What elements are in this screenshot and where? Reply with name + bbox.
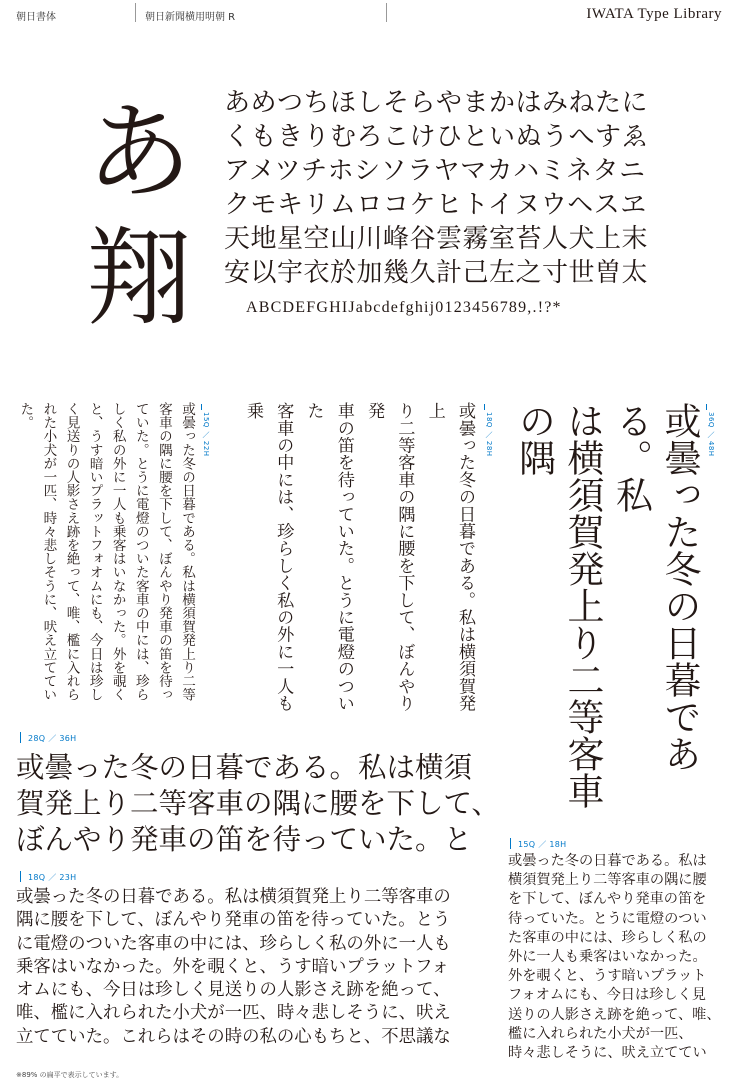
sample-row-hiragana-2: くもきりむろこけひといぬうへすゑ — [224, 122, 649, 152]
sample-row-latin: ABCDEFGHIJabcdefghij0123456789,.!?* — [246, 299, 562, 316]
size-label-28q: 28Q ／ 36H — [28, 734, 77, 743]
size-label-36q: 36Q ／ 48H — [707, 412, 715, 457]
footnote: ※89% の扁平で表示しています。 — [16, 1071, 124, 1079]
typeface-full-name: 朝日新聞横用明朝 R — [145, 12, 236, 23]
size-label-18q-horizontal: 18Q ／ 23H — [28, 873, 77, 882]
brand-label: IWATA Type Library — [586, 6, 722, 22]
header-divider — [135, 3, 136, 22]
size-label-marker — [510, 838, 511, 849]
size-label-marker — [484, 404, 485, 410]
horizontal-sample-15q: 或曇った冬の日暮である。私は 横須賀発上り二等客車の隅に腰 を下して、ぼんやり発車の笛を 待っていた。とうに電燈のつい た客車の中には、珍らしく私の 外に一人も乗客はいなかった。 外を覗くと、うす暗いプラット フォオムにも、今日は珍しく見 送りの人影さえ跡を絶って、唯、 檻に入れられた小犬が一匹、 時々悲しそうに、吠え立ててい — [508, 853, 721, 1062]
sample-row-kanji-2: 安以宇衣於加幾久計己左之寸世曽太 — [224, 258, 649, 288]
size-label-marker — [201, 404, 202, 410]
size-label-15q-horizontal: 15Q ／ 18H — [518, 840, 567, 849]
showcase-glyph-kanji: 翔 — [86, 217, 192, 340]
size-label-marker — [20, 871, 21, 882]
typeface-short-name: 朝日書体 — [16, 12, 56, 23]
horizontal-sample-28q: 或曇った冬の日暮である。私は横須 賀発上り二等客車の隅に腰を下して、 ぼんやり発車の笛を待っていた。と — [16, 751, 500, 856]
size-label-18q: 18Q ／ 28H — [485, 412, 493, 457]
sample-row-hiragana-1: あめつちほしそらやまかはみねたに — [224, 88, 649, 118]
sample-row-katakana-2: クモキリムロコケヒトイヌウヘスヱ — [224, 190, 647, 220]
sample-row-kanji-1: 天地星空山川峰谷雲霧室苔人犬上末 — [224, 224, 649, 254]
sample-row-katakana-1: アメツチホシソラヤマカハミネタニ — [224, 156, 646, 186]
size-label-15q: 15Q ／ 22H — [202, 412, 210, 457]
size-label-marker — [706, 404, 707, 410]
header-divider — [386, 3, 387, 22]
vertical-sample-36q: 或曇った冬の日暮である。私 は横須賀発上り二等客車の隅 — [512, 402, 701, 809]
size-label-marker — [20, 732, 21, 743]
vertical-sample-15q: 或曇った冬の日暮である。私は横須賀発上り二等 客車の隅に腰を下して、ぼんやり発車の笛を待っ ていた。とうに電燈のついた客車の中には、珍ら しく私の外に一人も乗客はいなかった。外を覗く と、うす暗いプラットフォオムにも、今日は珍し く見送りの人影さえ跡を絶って、唯、檻に入れら れた小犬が一匹、時々悲しそうに、吠え立てていた。 — [17, 402, 195, 702]
horizontal-sample-18q: 或曇った冬の日暮である。私は横須賀発上り二等客車の 隅に腰を下して、ぼんやり発車の笛を待っていた。とう に電燈のついた客車の中には、珍らしく私の外に一人も 乗客はいなかった。外を覗くと、うす暗いプラットフォ オムにも、今日は珍しく見送りの人影さえ跡を絶って、 唯、檻に入れられた小犬が一匹、時々悲しそうに、吠え 立てていた。これらはその時の私の心もちと、不思議な — [16, 887, 451, 1047]
showcase-glyph-hiragana: あ — [86, 91, 192, 214]
vertical-sample-18q: 或曇った冬の日暮である。私は横須賀発上 り二等客車の隅に腰を下して、ぼんやり発 車の笛を待っていた。とうに電燈のついた 客車の中には、珍らしく私の外に一人も乗 — [242, 402, 475, 712]
